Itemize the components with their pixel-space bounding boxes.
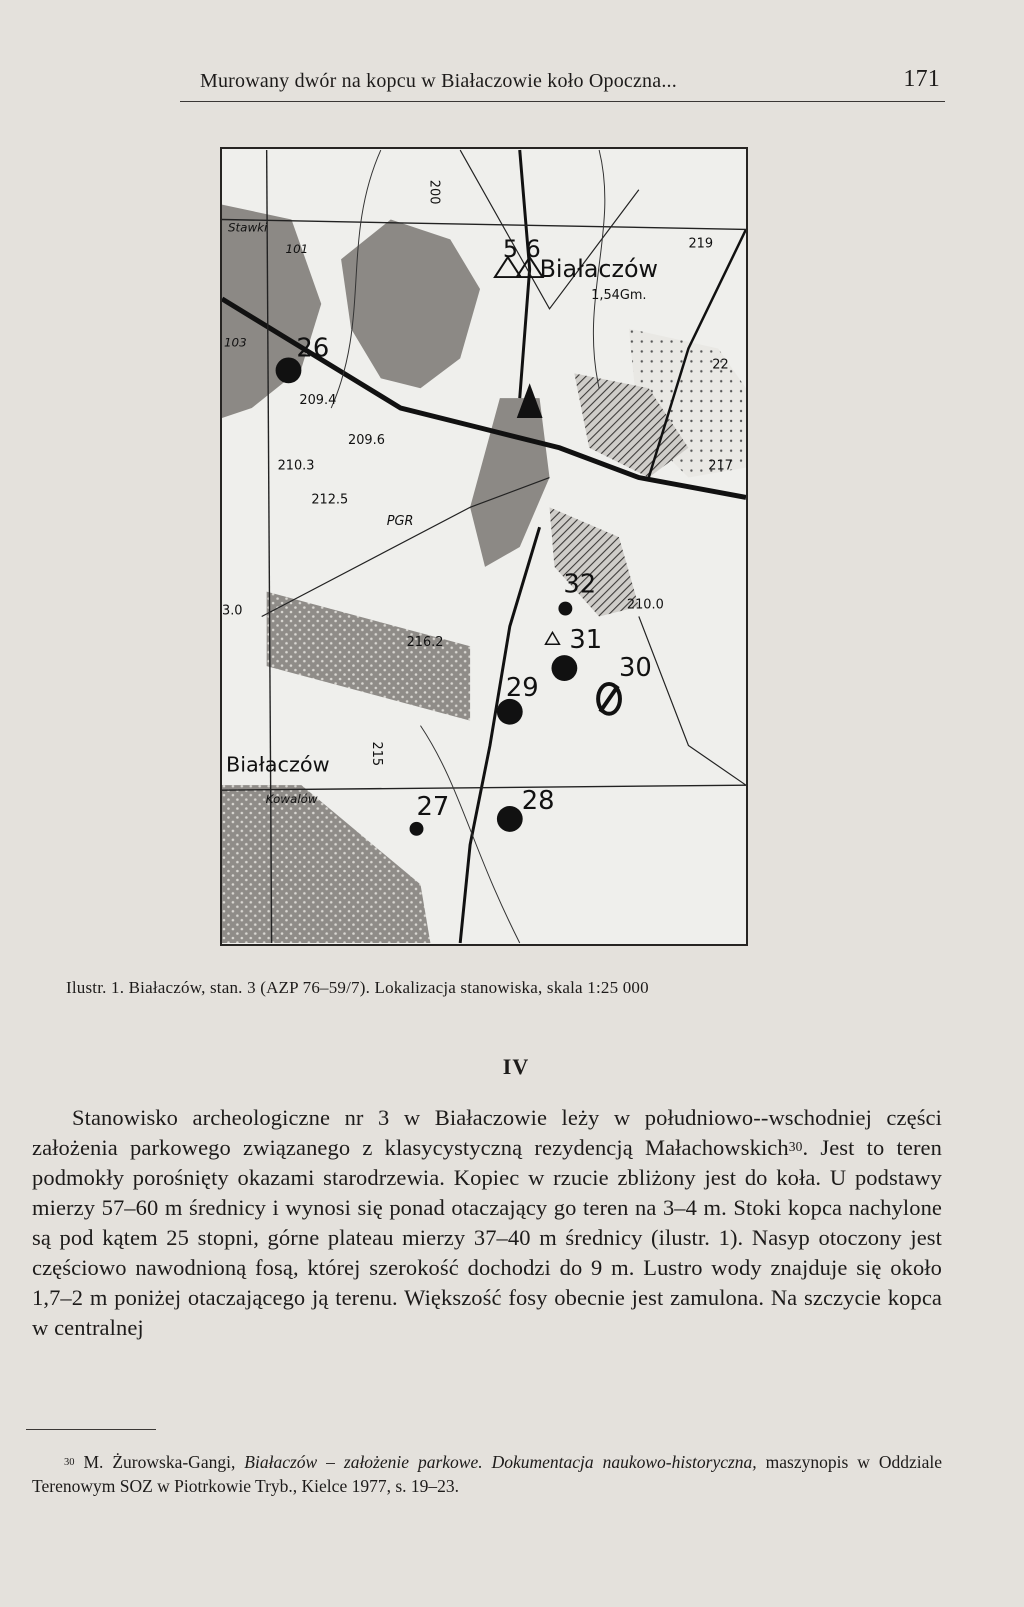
footnote — [32, 1450, 942, 1498]
field-line-b — [460, 150, 639, 309]
road-north — [520, 150, 530, 398]
footnote-title: Białaczów – założenie parkowe. Dokumentacja naukowo-historyczna, — [244, 1452, 757, 1472]
paragraph-part-a: Stanowisko archeologiczne nr 3 w Białaczowie leży w południowo--wschodniej części założenia parkowego związanego z klasycystyczną rezydencją Małachowskich — [32, 1105, 942, 1160]
footnote-author: M. Żurowska-Gangi, — [83, 1452, 236, 1472]
label-village-bottom: Białaczów — [225, 752, 330, 777]
label-triangle-5: 5 — [502, 235, 518, 264]
label-212-5: 212.5 — [311, 492, 349, 508]
footnote-number: 30 — [64, 1456, 75, 1468]
label-site-32: 32 — [563, 569, 597, 600]
triangle-31 — [546, 632, 560, 644]
body-paragraph — [32, 1103, 942, 1343]
label-site-29: 29 — [505, 672, 539, 703]
forest-south — [222, 785, 430, 943]
field-line-c — [639, 616, 746, 785]
site-marker-32 — [558, 602, 572, 616]
footnote-rule — [26, 1429, 156, 1430]
footnote-rest: maszynopis w Oddziale Terenowym SOZ w Piotrkowie Tryb., Kielce 1977, s. 19–23. — [32, 1452, 943, 1496]
location-map-figure — [220, 147, 748, 946]
site-marker-28 — [497, 806, 523, 832]
section-number: IV — [502, 1054, 530, 1079]
label-3-0: 3.0 — [222, 603, 243, 619]
label-210-0: 210.0 — [626, 597, 664, 613]
label-209-4: 209.4 — [299, 393, 337, 409]
forest-upper — [341, 219, 480, 388]
label-stawki: Stawki — [227, 220, 268, 235]
label-209-6: 209.6 — [348, 432, 385, 448]
label-kowalow: Kowalów — [265, 792, 318, 807]
label-gm: 1,54Gm. — [591, 287, 647, 303]
site-marker-27 — [410, 822, 424, 836]
label-site-28: 28 — [521, 785, 555, 816]
footnote-reference: 30 — [788, 1138, 803, 1154]
page-number: 171 — [903, 66, 940, 92]
village-hatched-b — [550, 507, 639, 616]
site-marker-30-slash — [600, 686, 618, 712]
label-103: 103 — [223, 335, 247, 350]
label-village-top: Białaczów — [539, 255, 659, 284]
topographic-map — [222, 149, 746, 944]
label-site-31: 31 — [569, 625, 603, 656]
label-22: 22 — [712, 357, 729, 373]
label-site-30: 30 — [618, 653, 652, 684]
label-contour-200: 200 — [426, 179, 442, 205]
label-site-26: 26 — [296, 333, 330, 364]
paragraph-part-b: . Jest to teren podmokły porośnięty okazami starodrzewia. Kopiec w rzucie zbliżony jest do koła. U podstawy mierzy 57–60 m średnicy i wynosi się ponad otaczający go teren na 3–4 m. Stoki kopca nachylone są pod kątem 25 stopni, górne plateau mierzy 37–40 m średnicy (ilustr. 1). Nasyp otoczony jest częściowo nawodnioną fosą, której szerokość dochodzi do 9 m. Lustro wody znajduje się około 1,7–2 m poniżej otaczającego ją terenu. Większość fosy obecnie jest zamulona. Na szczycie kopca w centralnej — [32, 1135, 942, 1340]
label-site-27: 27 — [416, 791, 450, 822]
figure-caption: Ilustr. 1. Białaczów, stan. 3 (AZP 76–59/7). Lokalizacja stanowiska, skala 1:25 000 — [66, 978, 649, 997]
forest-west — [222, 205, 321, 418]
label-101: 101 — [285, 242, 309, 257]
grid-line-h1 — [222, 219, 746, 229]
label-216-2: 216.2 — [406, 635, 444, 651]
label-210-3: 210.3 — [277, 458, 315, 474]
label-217: 217 — [708, 458, 733, 474]
running-title: Murowany dwór na kopcu w Białaczowie koło Opoczna... — [200, 70, 677, 92]
label-triangle-6: 6 — [525, 235, 541, 264]
label-contour-215: 215 — [368, 741, 384, 767]
site-marker-31 — [551, 655, 577, 681]
forest-strip — [267, 592, 470, 721]
label-pgr: PGR — [386, 514, 414, 530]
header-rule — [180, 101, 945, 102]
label-219: 219 — [688, 236, 714, 252]
road-south — [460, 527, 539, 943]
